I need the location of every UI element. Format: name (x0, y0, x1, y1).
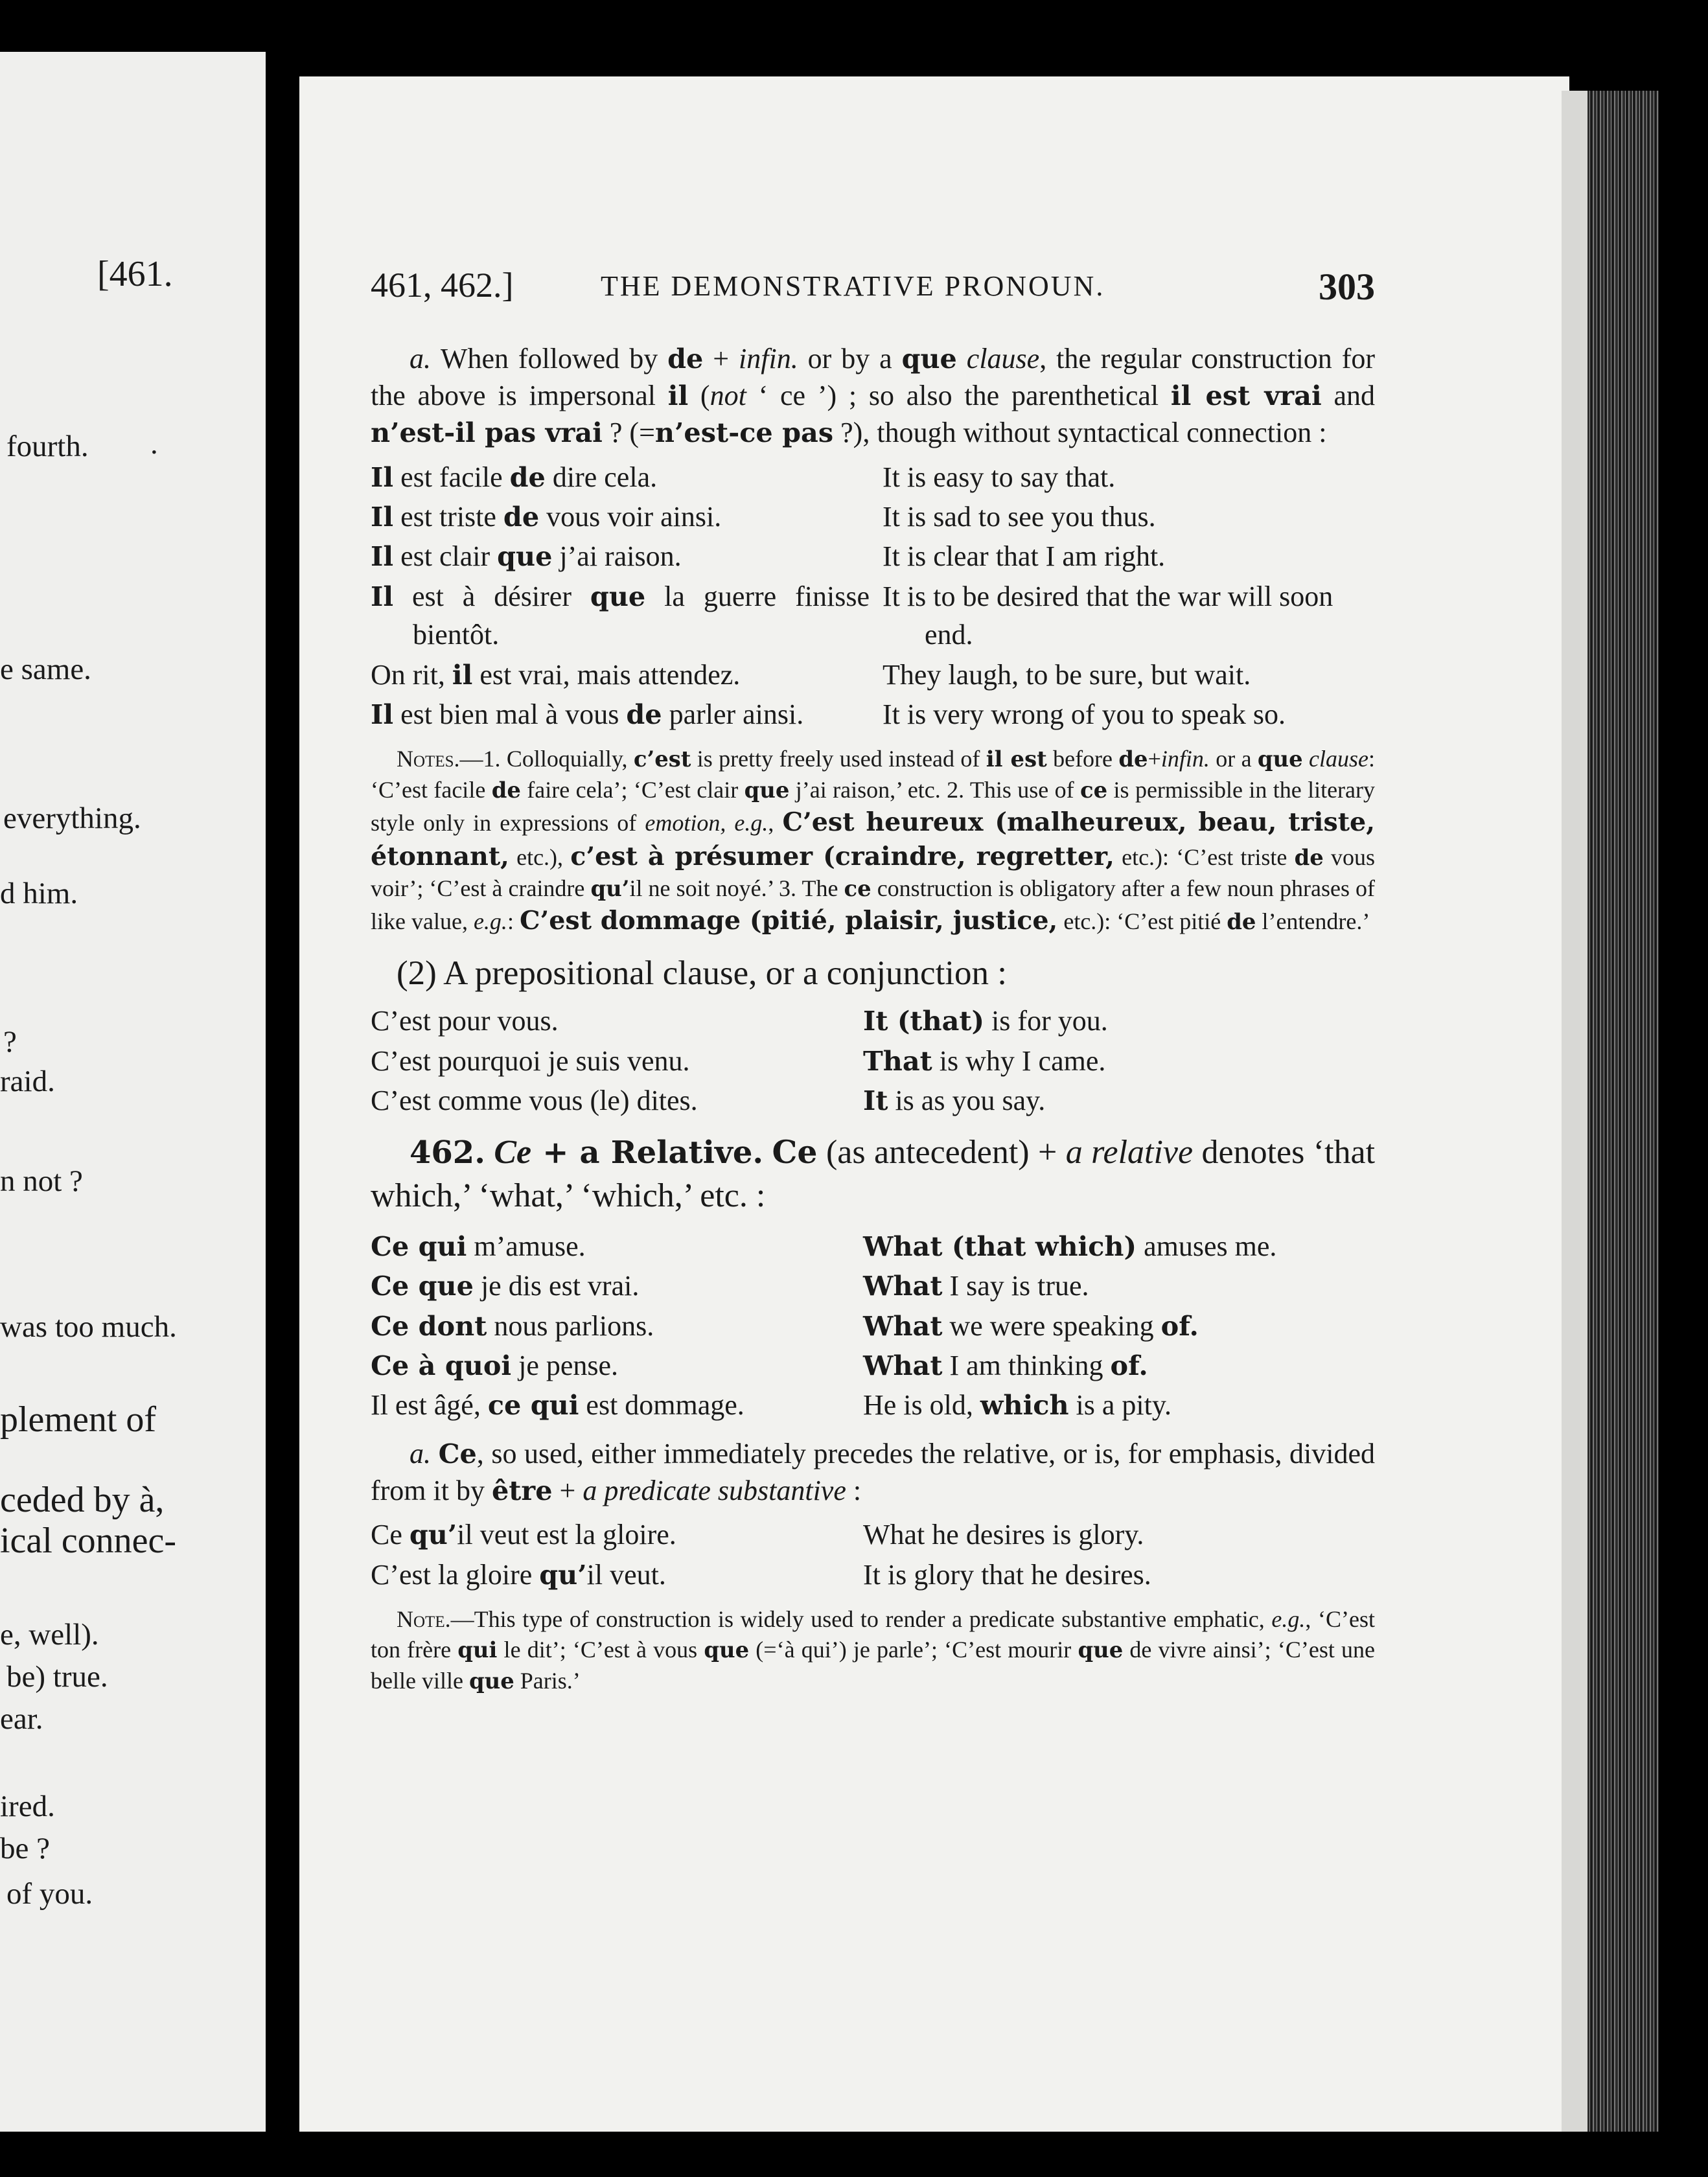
notes-block: Notes.—1. Colloquially, c’est is pretty freely used instead of il est before de+infin. or a que clause: ‘C’est facile de faire cela’; ‘C’est clair que j’ai raison,’ etc. 2. This use of ce is permissible in the literary style only in expressions of emotion, e.g., C’est heureux (malheureux, beau, triste, étonnant, etc.), c’est à présumer (craindre, regretter, etc.): ‘C’est triste de vous voir’; ‘C’est à craindre qu’il ne soit noyé.’ 3. The ce construction is obligatory after a few noun phrases of like value, e.g.: C’est dommage (pitié, plaisir, justice, etc.): ‘C’est pitié de l’entendre.’ (371, 746, 1376, 936)
example-en: What (that which) amuses me. (863, 1230, 1277, 1262)
bold-term: il (667, 380, 689, 412)
example-fr: Il est triste de vous voir ainsi. (371, 500, 722, 533)
example-en: That is why I came. (863, 1044, 1106, 1077)
example-en: He is old, which is a pity. (863, 1389, 1171, 1422)
example-fr: Ce qu’il veut est la gloire. (371, 1519, 676, 1551)
text: When followed by (440, 343, 668, 374)
example-fr: On rit, il est vrai, mais attendez. (371, 658, 741, 691)
left-fragment: ired. (0, 1790, 55, 1823)
left-fragment: n not ? (0, 1164, 83, 1198)
text: ? (= (602, 417, 655, 449)
text: or by a (798, 343, 902, 374)
left-fragment: d him. (0, 877, 78, 910)
bold-term: que (901, 343, 957, 374)
left-fragment: of you. (6, 1877, 93, 1911)
left-fragment: ical connec- (0, 1521, 177, 1561)
examples-prepositional (371, 1002, 1375, 1120)
paragraph-462a: a. Ce, so used, either immediately precedes the relative, or is, for emphasis, divided from it by être + a predicate substantive : (371, 1437, 1376, 1506)
running-title: THE DEMONSTRATIVE PRONOUN. (601, 270, 1105, 302)
left-fragment: fourth. (6, 430, 89, 463)
left-fragment: . (150, 427, 158, 461)
bold-term: n’est-il pas vrai (371, 417, 603, 449)
text (957, 343, 967, 374)
left-fragment: plement of (0, 1400, 157, 1440)
example-en: It is very wrong of you to speak so. (883, 698, 1286, 730)
example-fr: Il est facile de dire cela. (371, 461, 658, 493)
left-fragment: ceded by à, (0, 1480, 165, 1520)
example-en: It is easy to say that. (883, 461, 1116, 493)
book-gutter (266, 0, 299, 2177)
left-fragment: be ? (0, 1832, 50, 1865)
example-en: It is clear that I am right. (883, 540, 1166, 573)
left-fragment: e same. (0, 652, 91, 686)
example-en: What we were speaking of. (863, 1309, 1199, 1342)
example-en: It (that) is for you. (863, 1005, 1108, 1037)
example-fr: C’est pourquoi je suis venu. (371, 1044, 690, 1077)
example-en: It is sad to see you thus. (883, 500, 1156, 533)
italic-term: not (710, 380, 746, 412)
example-en: What he desires is glory. (863, 1519, 1144, 1551)
examples-relative (371, 1227, 1375, 1425)
left-fragment: raid. (0, 1065, 55, 1098)
left-fragment: ? (3, 1025, 17, 1059)
text: , the regular construction for the above is impersonal (371, 343, 1376, 412)
example-en: What I am thinking of. (863, 1350, 1148, 1382)
example-en: It is glory that he desires. (863, 1558, 1151, 1591)
example-fr: C’est pour vous. (371, 1005, 559, 1037)
text: + (703, 343, 739, 374)
subheading-2: (2) A prepositional clause, or a conjunction : (397, 954, 1007, 992)
example-fr: Ce à quoi je pense. (371, 1350, 619, 1382)
section-range: 461, 462.] (371, 266, 514, 305)
example-en: It is to be desired that the war will soon end. (883, 580, 1333, 651)
page-content (371, 262, 1375, 1710)
left-page-header: [461. (97, 254, 173, 294)
example-fr: Il est âgé, ce qui est dommage. (371, 1389, 744, 1422)
bold-term: de (667, 343, 704, 374)
page-number: 303 (1319, 266, 1375, 308)
example-en: They laugh, to be sure, but wait. (883, 658, 1251, 691)
notes-label: Notes. (397, 746, 460, 772)
example-fr: Il est clair que j’ai raison. (371, 540, 682, 573)
page-edges-shade (1562, 91, 1587, 2132)
note-label: Note. (397, 1606, 451, 1632)
example-fr: Ce qui m’amuse. (371, 1230, 586, 1262)
running-header (371, 262, 1375, 321)
left-fragment: was too much. (0, 1310, 177, 1344)
left-fragment: ear. (0, 1702, 43, 1736)
examples-emphasis (371, 1515, 1375, 1594)
section-title: Ce + a Relative. (494, 1133, 764, 1171)
example-fr: Il est à désirer que la guerre finisse bientôt. (371, 580, 870, 651)
text: ‘ ce ’) ; so also the parenthetical (746, 380, 1171, 412)
paragraph-a (371, 340, 1375, 452)
example-fr: C’est comme vous (le) dites. (371, 1085, 698, 1117)
examples-impersonal (371, 458, 1375, 734)
example-fr: Il est bien mal à vous de parler ainsi. (371, 698, 804, 730)
example-en: What I say is true. (863, 1270, 1089, 1302)
text: ( (688, 380, 710, 412)
left-fragment: be) true. (6, 1660, 108, 1694)
bold-term: n’est-ce pas (654, 417, 834, 449)
example-fr: Ce que je dis est vrai. (371, 1270, 640, 1302)
section-number: 462. (410, 1134, 485, 1171)
left-fragment: e, well). (0, 1618, 99, 1652)
left-fragment: everything. (3, 801, 141, 835)
text: ?), though without syntactical connection : (833, 417, 1327, 449)
bold-term: il est vrai (1170, 380, 1322, 412)
italic-term: clause (966, 343, 1040, 374)
section-462: 462. Ce + a Relative. Ce (as antecedent) + a relative denotes ‘that which,’ ‘what,’ ‘which,’ etc. : (371, 1133, 1376, 1215)
italic-term: infin. (739, 343, 798, 374)
example-fr: C’est la gloire qu’il veut. (371, 1558, 666, 1591)
example-en: It is as you say. (863, 1085, 1046, 1117)
para-marker: a. (410, 343, 441, 374)
text: and (1321, 380, 1375, 412)
note-block: Note.—This type of construction is widely used to render a predicate substantive emphatic, e.g., ‘C’est ton frère qui le dit’; ‘C’est à vous que (=‘à qui’) je parle’; ‘C’est mourir que de vivre ainsi’; ‘C’est une belle ville que Paris.’ (371, 1606, 1375, 1694)
example-fr: Ce dont nous parlions. (371, 1309, 654, 1342)
